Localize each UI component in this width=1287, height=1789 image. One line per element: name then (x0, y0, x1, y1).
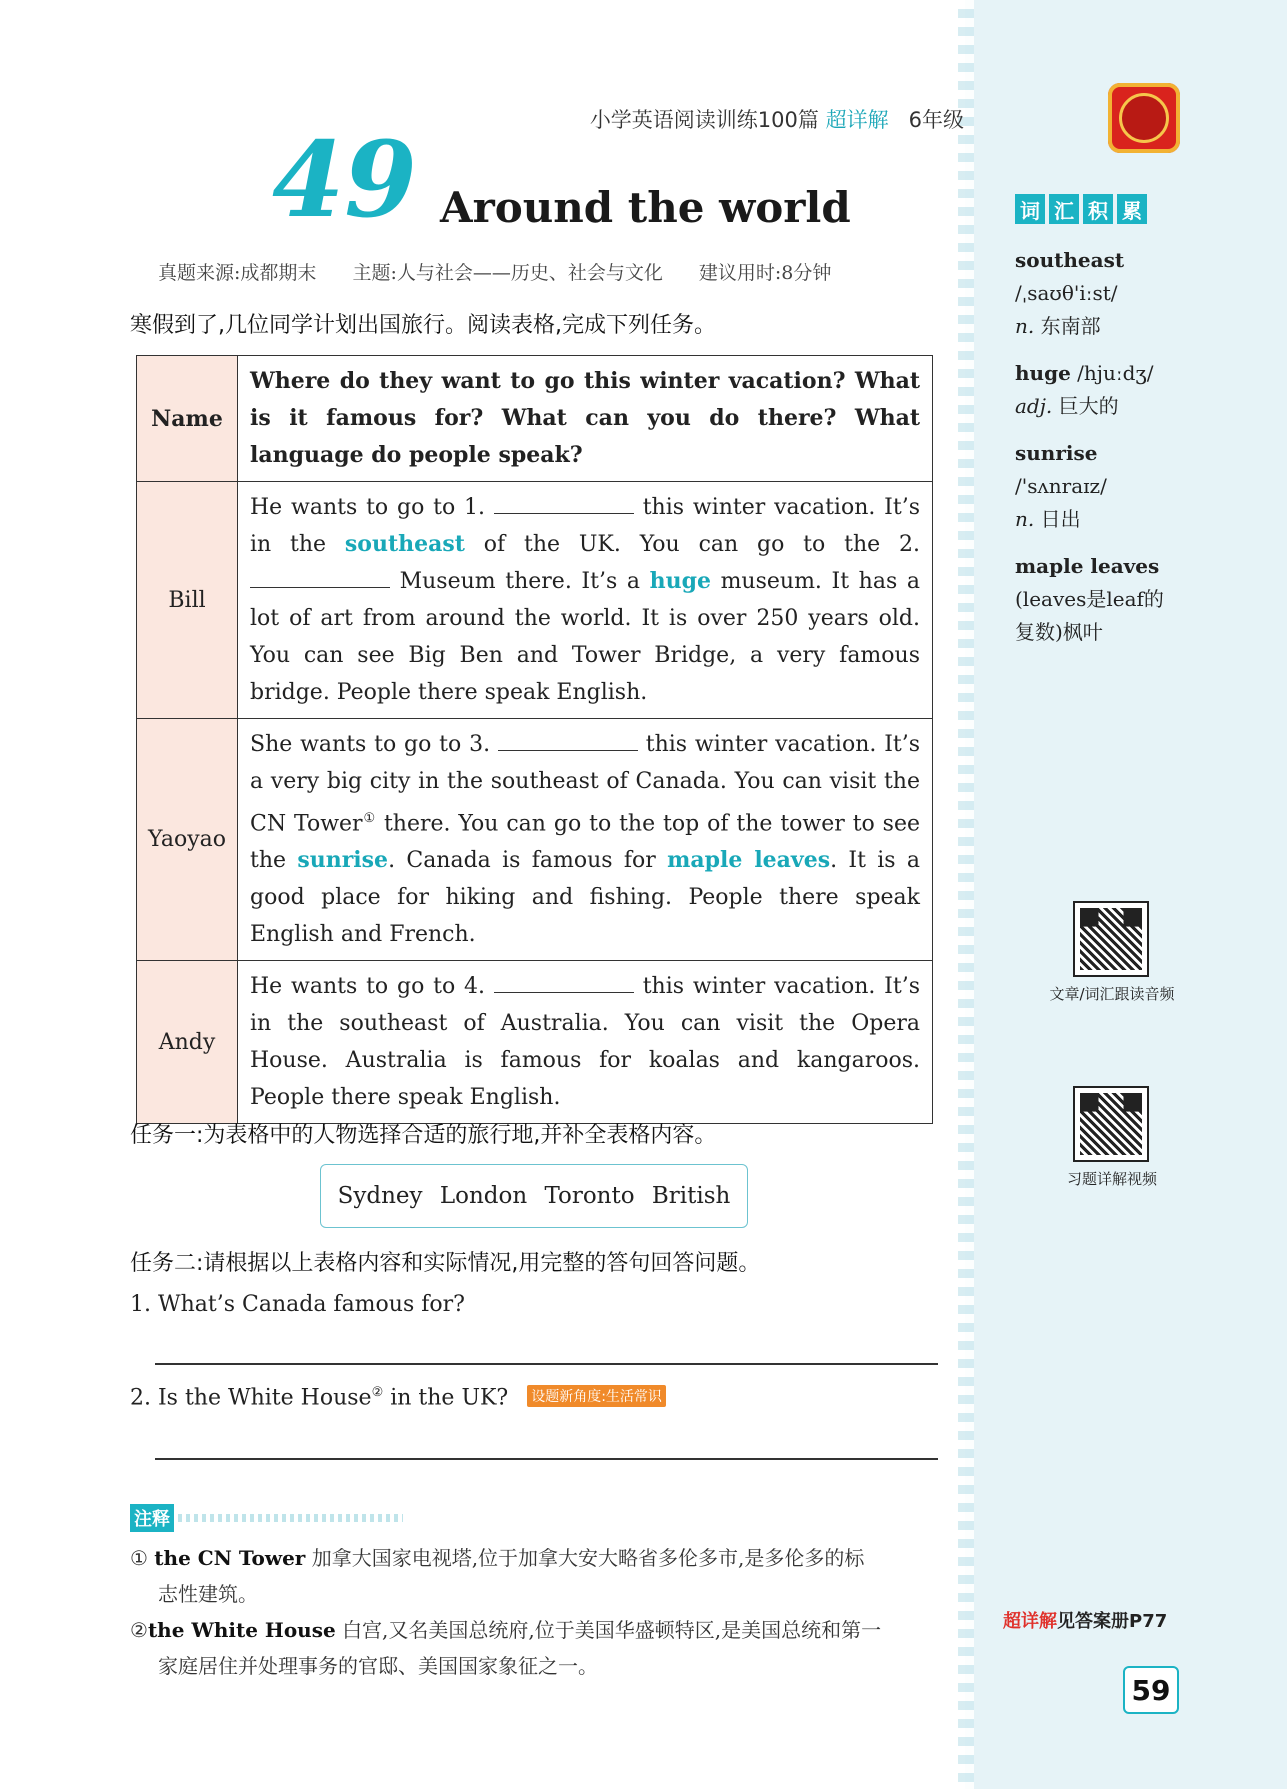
note-text-cont: 家庭居住并处理事务的官邸、美国国家象征之一。 (158, 1654, 598, 1678)
answer-ref-accent: 超详解 (1003, 1611, 1057, 1632)
note-text: 加拿大国家电视塔,位于加拿大安大略省多伦多市,是多伦多的标 (311, 1546, 865, 1570)
answer-line-1[interactable] (155, 1363, 938, 1365)
notes-label: 注释 (130, 1504, 174, 1532)
answer-blank-4[interactable] (494, 970, 634, 993)
row-text: Museum there. It’s a (399, 569, 640, 594)
vocab-pos: n. (1015, 507, 1035, 531)
vocab-word-southeast: southeast (344, 531, 465, 557)
vocab-word: maple leaves (1015, 554, 1160, 578)
table-row (137, 482, 933, 719)
vocab-meaning: 复数)枫叶 (1015, 620, 1103, 644)
row-text: She wants to go to 3. (250, 732, 491, 757)
instructions: 寒假到了,几位同学计划出国旅行。阅读表格,完成下列任务。 (130, 313, 716, 338)
vocab-word-huge: huge (649, 568, 711, 594)
vocab-title-char: 词 (1015, 194, 1045, 224)
footnote-marker-1: ① (362, 811, 377, 826)
vocab-title-char: 积 (1083, 194, 1113, 224)
book-header (590, 104, 964, 134)
row-text: museum. It has a lot of art from around the world. It is over 250 years old. You can see Big Ben and Tower Bridge, a very famous bridge. People there speak English. (250, 569, 920, 705)
vocab-title-char: 汇 (1049, 194, 1079, 224)
vocab-entry (1015, 357, 1195, 423)
vocab-meaning: 东南部 (1040, 314, 1101, 338)
vocab-entry (1015, 437, 1195, 536)
vocab-word: huge (1015, 361, 1071, 385)
note-term: the CN Tower (154, 1546, 306, 1570)
footnote-marker-2: ② (371, 1385, 384, 1400)
answer-blank-2[interactable] (250, 565, 390, 588)
name-cell-bill: Bill (137, 482, 238, 719)
note-item-2 (130, 1612, 940, 1684)
row-text: He wants to go to 1. (250, 495, 486, 520)
question-1: 1. What’s Canada famous for? (130, 1292, 465, 1317)
vocab-title-char: 累 (1117, 194, 1147, 224)
vocab-phonetic: /ˌsaʊθ'iːst/ (1015, 281, 1118, 305)
notes-header (130, 1504, 403, 1532)
question-2-text: 2. Is the White House (130, 1385, 372, 1411)
header-name-cell: Name (137, 356, 238, 482)
table-row (137, 961, 933, 1124)
row-text: there. You can go to the top of the tower to see the (250, 811, 921, 874)
answer-blank-1[interactable] (494, 491, 634, 514)
name-cell-andy: Andy (137, 961, 238, 1124)
question-2 (130, 1385, 666, 1410)
vocab-word-sunrise: sunrise (297, 847, 389, 874)
vocab-pos: n. (1015, 314, 1035, 338)
row-text: this winter vacation. It’s in the southeast of Australia. You can visit the Opera House. Australia is famous for koalas and kangaroos. People there speak English. (250, 974, 920, 1111)
answer-blank-3[interactable] (498, 728, 638, 751)
header-grade: 6年级 (908, 108, 964, 132)
lesson-number: 49 (272, 118, 417, 241)
meta-source: 真题来源:成都期末 (158, 262, 317, 284)
vocab-meaning: 日出 (1040, 507, 1081, 531)
page-number: 59 (1123, 1666, 1179, 1714)
word-bank-item: Toronto (544, 1183, 635, 1209)
table-header-row (137, 356, 933, 482)
vocab-list (1015, 244, 1195, 663)
table-row (137, 719, 933, 961)
vocab-phonetic: (leaves是leaf的 (1015, 587, 1164, 611)
name-cell-yaoyao: Yaoyao (137, 719, 238, 961)
text-cell-bill (238, 482, 933, 719)
note-mark: ② (130, 1618, 148, 1642)
vocab-pos: adj. (1015, 394, 1053, 418)
vocab-section-title (1015, 194, 1147, 224)
word-bank-item: British (651, 1183, 731, 1209)
lesson-title: Around the world (440, 183, 851, 232)
word-bank (320, 1164, 748, 1228)
header-accent: 超详解 (825, 108, 889, 132)
vocab-phonetic: /hjuːdʒ/ (1077, 361, 1154, 385)
note-mark: ① (130, 1546, 148, 1570)
note-item-1 (130, 1540, 940, 1612)
word-bank-item: London (439, 1183, 528, 1209)
answer-line-2[interactable] (155, 1458, 938, 1460)
meta-time: 建议用时:8分钟 (698, 262, 832, 284)
row-text: . It is a good place for hiking and fishing. People there speak English and French. (250, 848, 920, 948)
row-text: of the UK. You can go to the 2. (483, 532, 920, 557)
vocab-phonetic: /'sʌnraɪz/ (1015, 474, 1107, 498)
task2-title: 任务二:请根据以上表格内容和实际情况,用完整的答句回答问题。 (130, 1251, 761, 1276)
note-text: 白宫,又名美国总统府,位于美国华盛顿特区,是美国总统和第一 (342, 1618, 882, 1642)
reading-table (136, 355, 933, 1124)
lesson-meta (158, 258, 861, 285)
row-text: this winter vacation. It’s in the (250, 495, 920, 557)
vocab-word: southeast (1015, 248, 1125, 272)
header-question-cell: Where do they want to go this winter vacation? What is it famous for? What can you do there? What language do people speak? (238, 356, 933, 482)
row-text: this winter vacation. It’s a very big city in the southeast of Canada. You can visit the CN Tower (250, 732, 921, 837)
answer-ref-text: 见答案册P77 (1057, 1611, 1168, 1632)
question-tag-badge: 设题新角度:生活常识 (527, 1385, 666, 1407)
meta-topic: 主题:人与社会——历史、社会与文化 (352, 262, 663, 284)
row-text: . Canada is famous for (388, 848, 656, 874)
task1-title: 任务一:为表格中的人物选择合适的旅行地,并补全表格内容。 (130, 1123, 717, 1148)
text-cell-andy (238, 961, 933, 1124)
publisher-logo-icon (1108, 83, 1180, 153)
vocab-meaning: 巨大的 (1058, 394, 1119, 418)
video-qr-code-icon[interactable] (1073, 1086, 1149, 1162)
audio-qr-code-icon[interactable] (1073, 901, 1149, 977)
vocab-entry (1015, 244, 1195, 343)
note-term: the White House (147, 1618, 336, 1642)
answer-reference (1003, 1607, 1167, 1633)
side-panel-wave-edge (958, 0, 974, 1789)
video-qr-caption: 习题详解视频 (1066, 1170, 1157, 1188)
notes-divider (178, 1514, 403, 1522)
question-2-text-end: in the UK? (390, 1385, 509, 1411)
vocab-word-maple-leaves: maple leaves (667, 847, 831, 874)
text-cell-yaoyao (238, 719, 933, 961)
header-series: 小学英语阅读训练100篇 (589, 108, 819, 132)
note-text-cont: 志性建筑。 (158, 1582, 258, 1606)
vocab-word: sunrise (1015, 441, 1098, 465)
row-text: He wants to go to 4. (250, 974, 486, 1000)
audio-qr-caption: 文章/词汇跟读音频 (1049, 985, 1175, 1003)
vocab-entry (1015, 550, 1195, 649)
word-bank-item: Sydney (337, 1183, 423, 1209)
